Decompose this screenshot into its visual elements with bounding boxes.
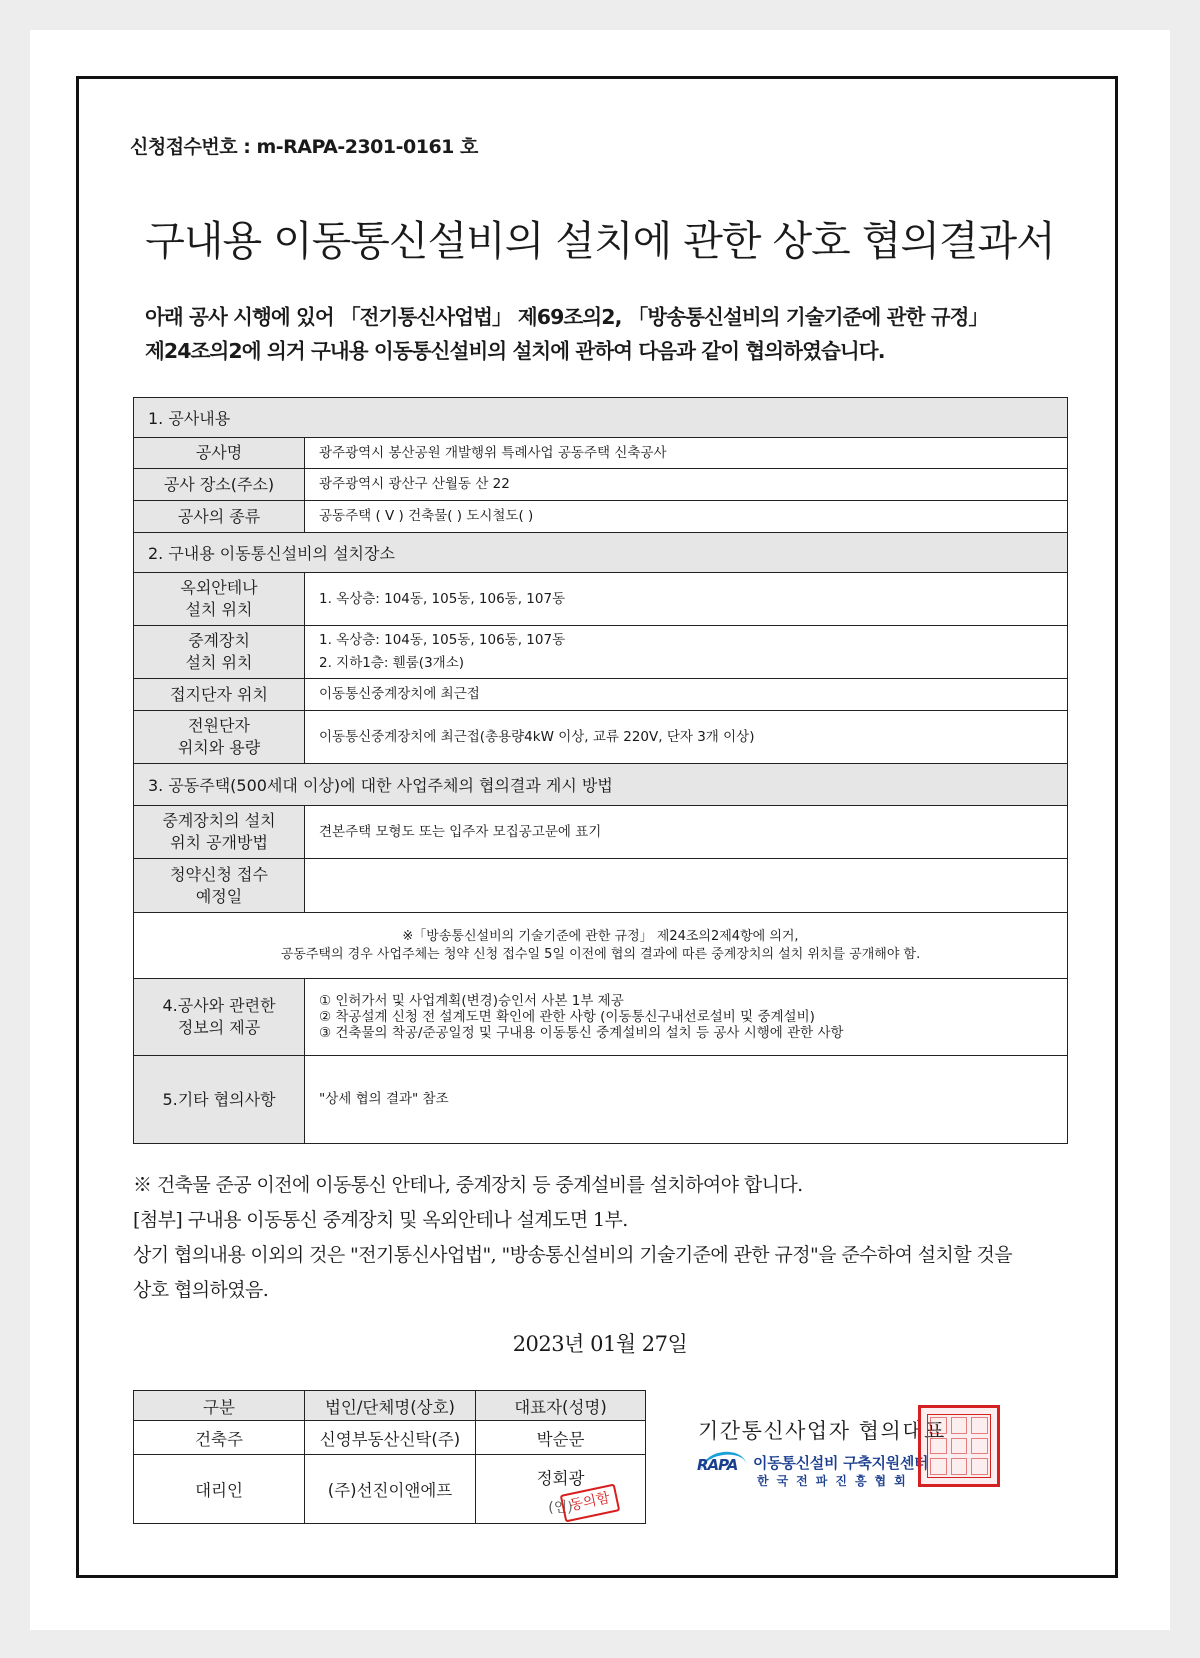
section-1-header: 1. 공사내용: [134, 398, 1068, 438]
owner-representative: 박순문: [476, 1421, 646, 1455]
subscription-date-label: [134, 859, 305, 913]
footnote-line-2: [첨부] 구내용 이동통신 중계장치 및 옥외안테나 설계도면 1부.: [133, 1209, 628, 1231]
antenna-label-line-2: 설치 위치: [185, 600, 253, 619]
footnote-line-1: ※ 건축물 준공 이전에 이동통신 안테나, 중계장치 등 중계설비를 설치하여야 합니다.: [133, 1174, 803, 1196]
sig-header-representative: 대표자(성명): [476, 1391, 646, 1421]
power-terminal-value: 이동통신중계장치에 최근접(총용량4kW 이상, 교류 220V, 단자 3개 이상): [305, 711, 1068, 764]
info-label-line-2: 정보의 제공: [177, 1018, 261, 1037]
rapa-association-name: 한국전파진흥협회: [757, 1474, 914, 1488]
agent-category: 대리인: [134, 1455, 305, 1524]
rapa-logo: RAPA: [697, 1456, 738, 1474]
disclosure-method-label: [134, 806, 305, 859]
footnote-line-3: 상기 협의내용 이외의 것은 "전기통신사업법", "방송통신설비의 기술기준에 관한 규정"을 준수하여 설치할 것을: [133, 1244, 1013, 1266]
construction-name-value: 광주광역시 봉산공원 개발행위 특례사업 공동주택 신축공사: [305, 438, 1068, 469]
disclosure-label-line-2: 위치 공개방법: [170, 833, 268, 852]
agreement-table: [133, 397, 1068, 1144]
subscription-label-line-1: 청약신청 접수: [170, 864, 268, 884]
relay-value-line-1: 1. 옥상층: 104동, 105동, 106동, 107동: [319, 632, 566, 648]
regulation-note-line-2: 공동주택의 경우 사업주체는 청약 신청 접수일 5일 이전에 협의 결과에 따른 중계장치의 설치 위치를 공개해야 함.: [280, 946, 921, 962]
info-item-3: ③ 건축물의 착공/준공일정 및 구내용 이동통신 중계설비의 설치 등 공사 시행에 관한 사항: [319, 1025, 844, 1041]
official-seal-icon: [918, 1405, 1000, 1487]
sig-header-company: 법인/단체명(상호): [305, 1391, 476, 1421]
agent-representative-cell: [476, 1455, 646, 1524]
info-item-2: ② 착공설계 신청 전 설계도면 확인에 관한 사항 (이동통신구내선로설비 및 중계설비): [319, 1009, 815, 1025]
owner-company: 신영부동산신탁(주): [305, 1421, 476, 1455]
agree-stamp: 동의함: [560, 1483, 621, 1522]
info-item-1: ① 인허가서 및 사업계획(변경)승인서 사본 1부 제공: [319, 993, 624, 1009]
construction-name-label: 공사명: [134, 438, 305, 469]
relay-location-value: [305, 626, 1068, 679]
antenna-location-value: 1. 옥상층: 104동, 105동, 106동, 107동: [305, 573, 1068, 626]
agent-representative: 정회광: [536, 1469, 585, 1488]
agreement-date: 2023년 01월 27일: [512, 1332, 688, 1356]
ground-terminal-value: 이동통신중계장치에 최근접: [305, 679, 1068, 711]
subscription-label-line-2: 예정일: [195, 886, 243, 906]
seal-mark: (인): [548, 1500, 573, 1516]
section-2-header: 2. 구내용 이동통신설비의 설치장소: [134, 533, 1068, 573]
footnotes: [133, 1168, 1083, 1308]
intro-text: [145, 300, 1075, 368]
antenna-location-label: [134, 573, 305, 626]
construction-type-value: 공동주택 ( V ) 건축물( ) 도시철도( ): [305, 501, 1068, 533]
relay-location-label: [134, 626, 305, 679]
carrier-representative: 기간통신사업자 협의대표: [698, 1419, 946, 1443]
construction-type-label: 공사의 종류: [134, 501, 305, 533]
info-provision-label: [134, 979, 305, 1056]
disclosure-label-line-1: 중계장치의 설치: [162, 811, 276, 830]
other-agreement-value: "상세 협의 결과" 참조: [305, 1056, 1068, 1144]
section-3-header: 3. 공동주택(500세대 이상)에 대한 사업주체의 협의결과 게시 방법: [134, 764, 1068, 806]
info-provision-value: [305, 979, 1068, 1056]
disclosure-method-value: 견본주택 모형도 또는 입주자 모집공고문에 표기: [305, 806, 1068, 859]
intro-line-1: 아래 공사 시행에 있어 「전기통신사업법」 제69조의2, 「방송통신설비의 기술기준에 관한 규정」: [145, 305, 989, 329]
rapa-center-name: 이동통신설비 구축지원센터: [753, 1454, 929, 1472]
relay-label-line-1: 중계장치: [188, 631, 250, 650]
document-title: 구내용 이동통신설비의 설치에 관한 상호 협의결과서: [145, 217, 1055, 265]
relay-label-line-2: 설치 위치: [185, 653, 253, 672]
construction-site-label: 공사 장소(주소): [134, 469, 305, 501]
power-terminal-label: [134, 711, 305, 764]
owner-category: 건축주: [134, 1421, 305, 1455]
other-agreement-label: 5.기타 협의사항: [134, 1056, 305, 1144]
power-label-line-2: 위치와 용량: [177, 738, 261, 757]
power-label-line-1: 전원단자: [188, 716, 250, 735]
antenna-label-line-1: 옥외안테나: [180, 578, 258, 597]
sig-header-category: 구분: [134, 1391, 305, 1421]
agent-company: (주)선진이앤에프: [305, 1455, 476, 1524]
relay-value-line-2: 2. 지하1층: 휀룸(3개소): [319, 655, 465, 671]
intro-line-2: 제24조의2에 의거 구내용 이동통신설비의 설치에 관하여 다음과 같이 협의하였습니다.: [145, 339, 885, 363]
signature-table: [133, 1390, 646, 1524]
regulation-note-line-1: ※「방송통신설비의 기술기준에 관한 규정」 제24조의2제4항에 의거,: [402, 928, 799, 944]
receipt-number: 신청접수번호 : m-RAPA-2301-0161 호: [130, 136, 478, 158]
footnote-line-4: 상호 협의하였음.: [133, 1279, 269, 1301]
info-label-line-1: 4.공사와 관련한: [162, 996, 276, 1015]
ground-terminal-label: 접지단자 위치: [134, 679, 305, 711]
subscription-date-value: [305, 859, 1068, 913]
construction-site-value: 광주광역시 광산구 산월동 산 22: [305, 469, 1068, 501]
regulation-note: [134, 913, 1068, 979]
